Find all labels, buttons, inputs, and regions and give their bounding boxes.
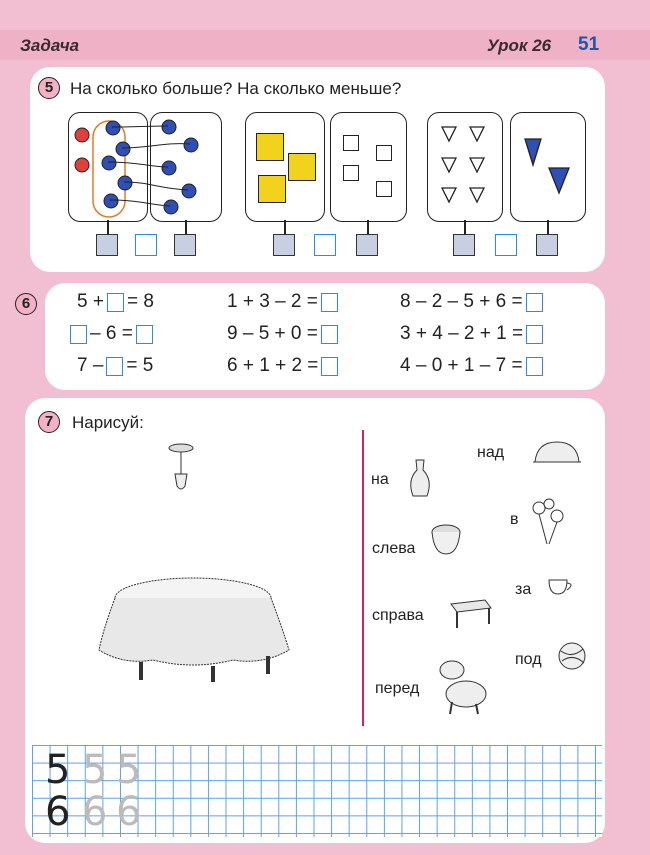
word-under: под: [515, 651, 542, 668]
task5-number: 5: [38, 77, 60, 99]
digit-trace: 6: [82, 789, 108, 835]
answer-box[interactable]: [536, 234, 558, 256]
answer-box[interactable]: [321, 325, 338, 344]
basket-icon: [428, 520, 464, 558]
answer-box[interactable]: [321, 293, 338, 312]
card-red-dots: [68, 112, 148, 222]
answer-box[interactable]: [356, 234, 378, 256]
answer-box[interactable]: [273, 234, 295, 256]
answer-box[interactable]: [96, 234, 118, 256]
word-front: перед: [375, 680, 420, 697]
divider: [362, 430, 364, 726]
digit-sample: 5: [45, 747, 71, 793]
section-title: Задача: [20, 36, 80, 55]
page-header: [0, 30, 650, 60]
yarn-ball-icon: [557, 641, 589, 673]
lesson-label: Урок 26: [487, 36, 552, 55]
equation: 1 + 3 – 2 =: [227, 291, 341, 313]
answer-box[interactable]: [453, 234, 475, 256]
answer-box[interactable]: [321, 357, 338, 376]
word-left: слева: [372, 540, 416, 557]
task6-number: 6: [15, 293, 37, 315]
word-right: справа: [372, 607, 424, 624]
answer-box[interactable]: [526, 357, 543, 376]
task7-title: Нарисуй:: [72, 413, 144, 432]
card-small-triangles: [427, 112, 503, 222]
digit-sample: 6: [45, 789, 71, 835]
equation: 3 + 4 – 2 + 1 =: [400, 323, 546, 345]
equation: 5 + = 8: [77, 291, 154, 312]
equation: – 6 =: [67, 323, 156, 345]
digit-trace: 5: [82, 747, 108, 793]
card-blue-dots: [150, 112, 222, 222]
digit-trace: 5: [116, 747, 142, 793]
equation: 7 – = 5: [77, 355, 154, 376]
dog-icon: [430, 656, 492, 718]
answer-box[interactable]: [174, 234, 196, 256]
word-over: над: [477, 444, 505, 461]
task7-number: 7: [38, 411, 60, 433]
answer-box[interactable]: [526, 293, 543, 312]
task5-title: На сколько больше? На сколько меньше?: [70, 79, 402, 98]
equation: 9 – 5 + 0 =: [227, 323, 341, 345]
hat-icon: [531, 438, 583, 468]
stool-icon: [445, 596, 495, 630]
card-big-triangles: [510, 112, 586, 222]
flowers-icon: [525, 498, 573, 548]
task5-panel: [30, 67, 605, 272]
answer-box[interactable]: [526, 325, 543, 344]
card-empty-squares: [330, 112, 407, 222]
answer-box[interactable]: [107, 293, 124, 312]
answer-box[interactable]: [70, 325, 87, 344]
answer-box[interactable]: [135, 234, 157, 256]
word-behind: за: [515, 581, 532, 598]
task6-panel: [21, 283, 605, 390]
card-yellow-squares: [245, 112, 325, 222]
equation: 8 – 2 – 5 + 6 =: [400, 291, 546, 313]
word-on: на: [371, 471, 389, 488]
equation: 4 – 0 + 1 – 7 =: [400, 355, 546, 377]
word-in: в: [510, 511, 519, 528]
digit-trace: 6: [116, 789, 142, 835]
cup-icon: [545, 574, 579, 598]
vase-icon: [405, 458, 435, 502]
equation: 6 + 1 + 2 =: [227, 355, 341, 377]
answer-box[interactable]: [136, 325, 153, 344]
answer-box[interactable]: [106, 357, 123, 376]
lamp-icon: [163, 440, 203, 500]
page-number: 51: [578, 34, 600, 55]
answer-box[interactable]: [314, 234, 336, 256]
table-icon: [93, 570, 303, 690]
answer-box[interactable]: [495, 234, 517, 256]
